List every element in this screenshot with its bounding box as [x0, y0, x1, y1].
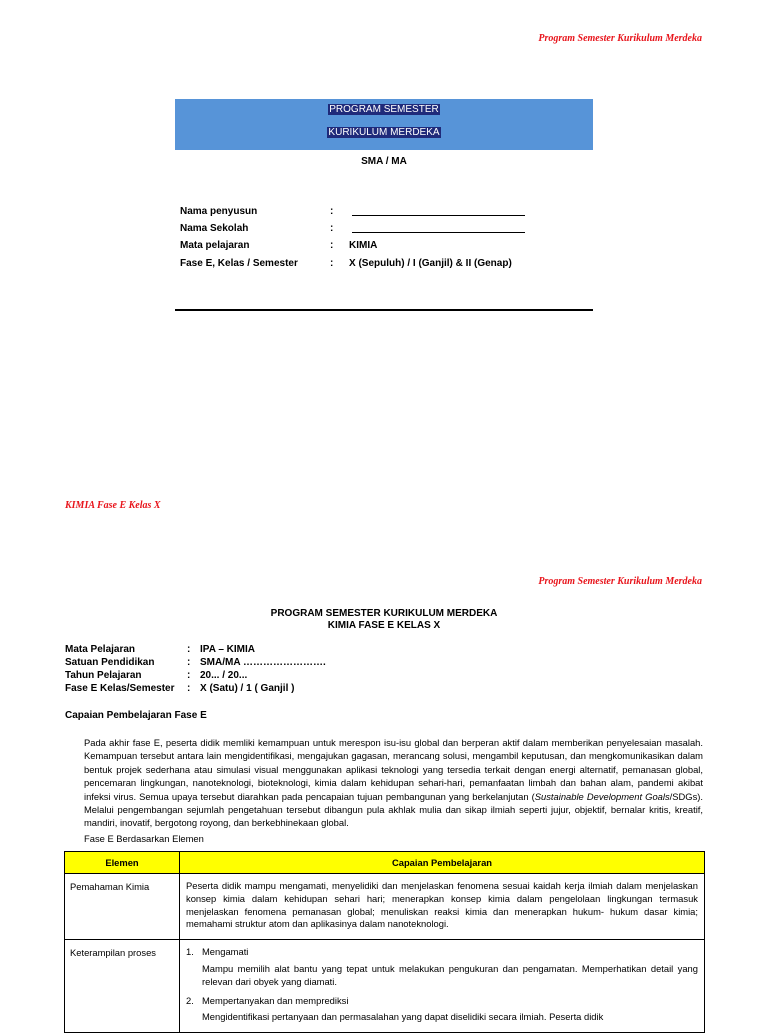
- table-row: [65, 940, 705, 1033]
- table-row: [65, 874, 705, 940]
- field-label: Fase E, Kelas / Semester: [180, 258, 298, 269]
- list-item: 1. Mengamati Mampu memilih alat bantu yang tepat untuk melakukan pengukuran dan pengamatan. Memperhatikan detail yang relevan dari obyek yang diamati.: [186, 946, 698, 987]
- table-header-capaian: Capaian Pembelajaran: [180, 852, 705, 874]
- field-value: X (Sepuluh) / I (Ganjil) & II (Genap): [349, 258, 512, 269]
- row-text: Peserta didik mampu mengamati, menyelidiki dan menjelaskan fenomena sesuai kaidah kerja ilmiah dalam menjelaskan konsep kimia dalam kehidupan sehari hari; menerapkan konsep kimia dalam pengelolaan lingkungan termasuk menjelaskan fenomena pemanasan global; menuliskan reaksi kimia dan menerapkan hukum- hukum dasar kimia; memahami struktur atom dan aplikasinya dalam nanoteknologi.: [180, 874, 705, 940]
- field-label: Nama Sekolah: [180, 223, 249, 234]
- row-list: [180, 940, 705, 1033]
- cp-table: [64, 851, 705, 1033]
- field-label: Mata pelajaran: [180, 240, 250, 251]
- divider-line: [175, 309, 593, 311]
- section-heading: Capaian Pembelajaran Fase E: [65, 710, 207, 721]
- school-level: SMA / MA: [361, 156, 407, 167]
- blank-line[interactable]: [352, 232, 525, 233]
- title-band: [175, 99, 593, 150]
- doc-title-line-1: PROGRAM SEMESTER KURIKULUM MERDEKA: [270, 608, 498, 619]
- subheading: Fase E Berdasarkan Elemen: [84, 833, 204, 844]
- doc-title-line-2: KIMIA FASE E KELAS X: [327, 620, 441, 631]
- field-label: Nama penyusun: [180, 206, 258, 217]
- page-footer-left: KIMIA Fase E Kelas X: [65, 500, 161, 511]
- page-header-right-2: Program Semester Kurikulum Merdeka: [538, 576, 702, 587]
- row-element: Pemahaman Kimia: [65, 874, 180, 940]
- row-element: Keterampilan proses: [65, 940, 180, 1033]
- table-header-elemen: Elemen: [65, 852, 180, 874]
- table-header-row: [65, 852, 705, 874]
- list-item: 2. Mempertanyakan dan memprediksi Mengidentifikasi pertanyaan dan permasalahan yang dapat diselidiki secara ilmiah. Peserta didik: [186, 994, 604, 1023]
- page-header-right: Program Semester Kurikulum Merdeka: [538, 33, 702, 44]
- field-value: KIMIA: [349, 240, 378, 251]
- title-line-1: PROGRAM SEMESTER: [329, 104, 439, 115]
- cp-paragraph: Pada akhir fase E, peserta didik memliki kemampuan untuk merespon isu-isu global dan berperan aktif dalam memberikan penyelesaian masalah. Kemampuan tersebut antara lain mengidentifikasi, mengajukan gagasan, merancang solusi, mengambil keputusan, dan mengkomunikasikan dalam bentuk projek sederhana atau simulasi visual menggunakan aplikasi teknologi yang tersedia terkait dengan energi alternatif, pemanasan global, pencemaran lingkungan, nanoteknologi, bioteknologi, kimia dalam kehidupan sehari-hari, pemanfaatan limbah dan bahan alam, pandemi akibat infeksi virus. Semua upaya tersebut diarahkan pada pencapaian tujuan pembangunan yang berkelanjutan (Sustainable Development Goals/SDGs). Melalui pengembangan sejumlah pengetahuan tersebut dibangun pula akhlak mulia dan sikap ilmiah seperti jujur, objektif, bernalar kritis, kreatif, mandiri, inovatif, bergotong royong, dan berkebhinekaan global.: [84, 737, 703, 829]
- title-line-2: KURIKULUM MERDEKA: [328, 127, 440, 138]
- blank-line[interactable]: [352, 215, 525, 216]
